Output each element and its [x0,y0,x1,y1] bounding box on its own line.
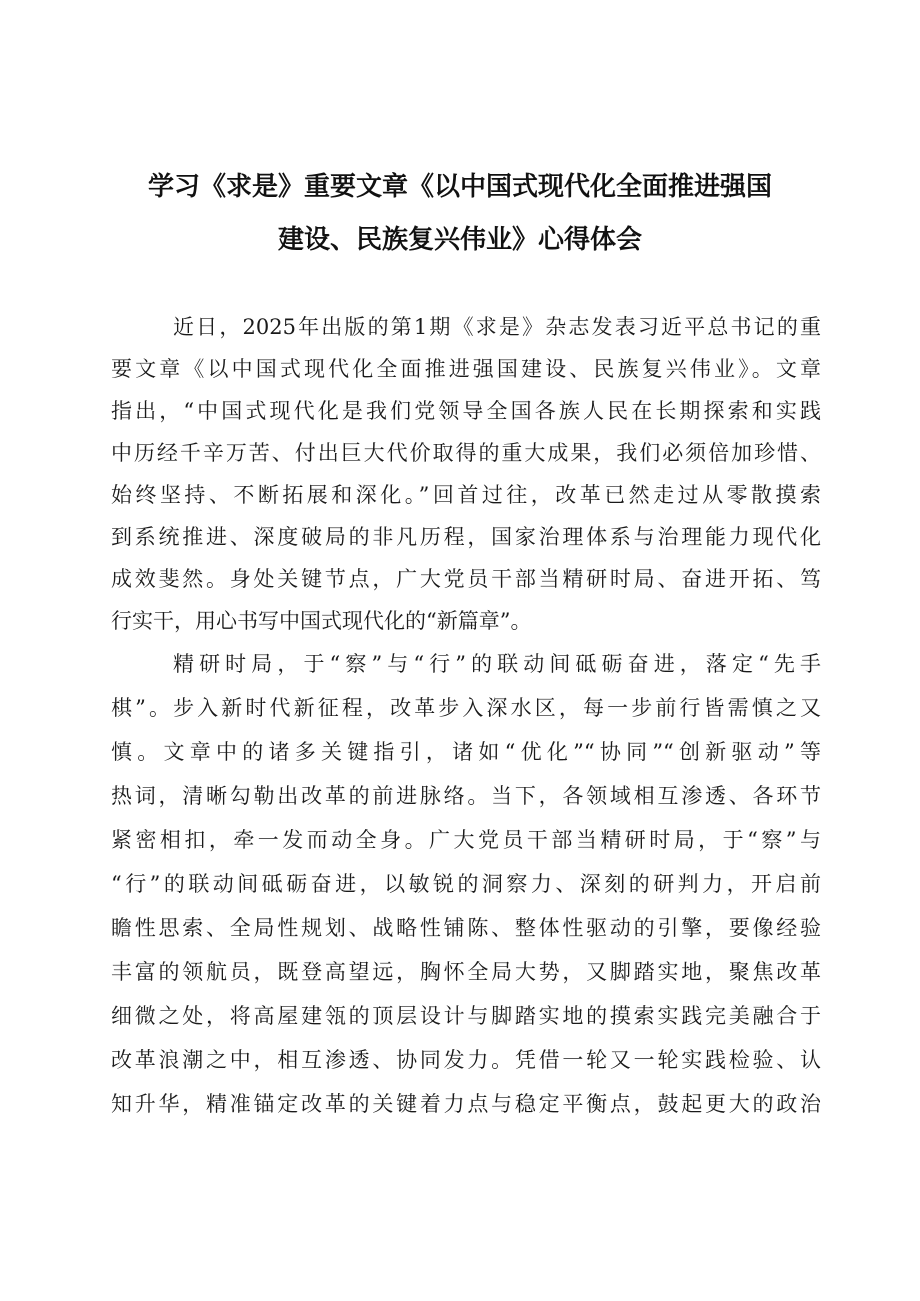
document-title-line-2: 建设、民族复兴伟业》心得体会 [277,225,642,255]
paragraph-line: 成效斐然。身处关键节点，广大党员干部当精研时局、奋进开拓、笃 [111,567,821,591]
paragraph-line: 指出，“中国式现代化是我们党领导全国各族人民在长期探索和实践 [111,399,821,423]
paragraph-line: 到系统推进、深度破局的非凡历程，国家治理体系与治理能力现代化 [111,525,821,549]
paragraph-line: 精研时局，于“察”与“行”的联动间砥砺奋进，落定“先手 [173,652,821,676]
paragraph-line: 近日，2025年出版的第1期《求是》杂志发表习近平总书记的重 [173,315,821,339]
paragraph-line: 瞻性思索、全局性规划、战略性铺陈、整体性驱动的引擎，要像经验 [111,916,821,940]
paragraph-line: 中历经千辛万苦、付出巨大代价取得的重大成果，我们必须倍加珍惜、 [111,441,821,465]
paragraph-line: 棋”。步入新时代新征程，改革步入深水区，每一步前行皆需慎之又 [111,696,821,720]
paragraph-line: 紧密相扣，牵一发而动全身。广大党员干部当精研时局，于“察”与 [111,828,821,852]
paragraph-line: 始终坚持、不断拓展和深化。”回首过往，改革已然走过从零散摸索 [111,483,821,507]
paragraph-line: 要文章《以中国式现代化全面推进强国建设、民族复兴伟业》。文章 [111,357,821,381]
paragraph-line: 知升华，精准锚定改革的关键着力点与稳定平衡点，鼓起更大的政治 [111,1092,821,1116]
paragraph-line: 细微之处，将高屋建瓴的顶层设计与脚踏实地的摸索实践完美融合于 [111,1004,821,1028]
paragraph-line: 改革浪潮之中，相互渗透、协同发力。凭借一轮又一轮实践检验、认 [111,1048,821,1072]
paragraph-line: 行实干，用心书写中国式现代化的“新篇章”。 [111,609,532,633]
paragraph-line: “行”的联动间砥砺奋进，以敏锐的洞察力、深刻的研判力，开启前 [111,872,821,896]
paragraph-line: 丰富的领航员，既登高望远，胸怀全局大势，又脚踏实地，聚焦改革 [111,960,821,984]
paragraph-line: 慎。文章中的诸多关键指引，诸如“优化”“协同”“创新驱动”等 [111,740,821,764]
paragraph-line: 热词，清晰勾勒出改革的前进脉络。当下，各领域相互渗透、各环节 [111,784,821,808]
document-title-line-1: 学习《求是》重要文章《以中国式现代化全面推进强国 [147,172,772,202]
